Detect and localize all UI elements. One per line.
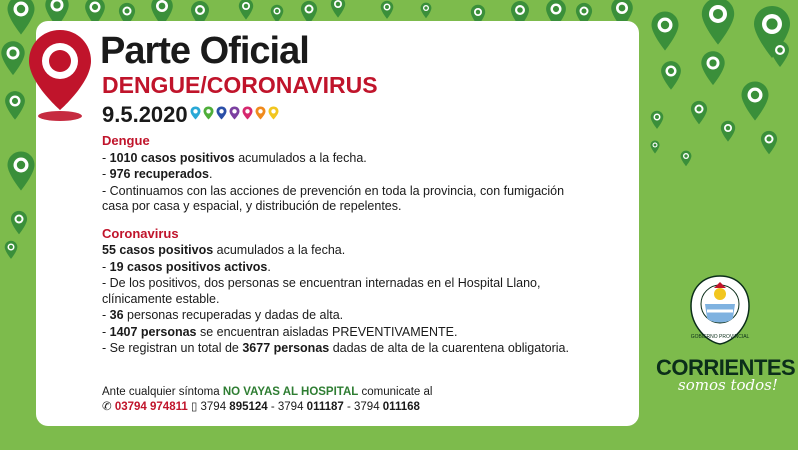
covid-line-active: - 19 casos positivos activos. xyxy=(102,259,271,274)
pin-icon xyxy=(229,106,240,120)
pin-icon xyxy=(255,106,266,120)
covid-line-hospitalized: - De los positivos, dos personas se encuentran internadas en el Hospital Llano, clínicamente estable. xyxy=(102,276,541,306)
background-pin-icon xyxy=(10,210,28,235)
contact-footer xyxy=(102,385,432,415)
seal-text: GOBIERNO PROVINCIAL xyxy=(690,334,750,340)
dengue-line-cases: - 1010 casos positivos acumulados a la fecha. xyxy=(102,150,367,165)
brand-name: CORRIENTES xyxy=(656,355,796,380)
background-pin-icon xyxy=(650,110,664,130)
background-pin-icon xyxy=(4,90,26,121)
background-pin-icon xyxy=(4,240,18,260)
section-title-coronavirus: Coronavirus xyxy=(102,225,179,241)
background-pin-icon xyxy=(6,150,36,192)
background-pin-icon xyxy=(660,60,682,91)
covid-line-isolated: - 1407 personas se encuentran aisladas PREVENTIVAMENTE. xyxy=(102,324,458,339)
dengue-line-recovered: - 976 recuperados. xyxy=(102,167,213,181)
background-pin-icon xyxy=(770,40,790,68)
background-pin-icon xyxy=(740,80,770,122)
background-pin-icon xyxy=(700,0,736,46)
background-pin-icon xyxy=(0,40,26,76)
background-pin-icon xyxy=(680,150,692,167)
background-pin-icon xyxy=(700,50,726,86)
background-pin-icon xyxy=(690,100,708,125)
mobile-icon: ▯ xyxy=(190,401,198,413)
pin-icon xyxy=(190,106,201,120)
pin-icon xyxy=(268,106,279,120)
location-pin-icon xyxy=(27,28,93,124)
background-pin-icon xyxy=(420,2,432,19)
background-pin-icon xyxy=(720,120,736,142)
covid-line-cases: 55 casos positivos acumulados a la fecha. xyxy=(102,243,346,257)
pin-icon xyxy=(203,106,214,120)
footer-phones: ✆ 03794 974811 ▯ 3794 895124 - 3794 011187 - 3794 011168 xyxy=(102,401,420,413)
pin-icon xyxy=(216,106,227,120)
report-date: 9.5.2020 xyxy=(102,102,188,127)
page-title: Parte Oficial xyxy=(100,30,309,72)
phone-icon: ✆ xyxy=(102,401,112,413)
footer-notice: Ante cualquier síntoma NO VAYAS AL HOSPITAL comunicate al xyxy=(102,386,433,398)
covid-line-discharged: - Se registran un total de 3677 personas dadas de alta de la cuarentena obligatoria. xyxy=(102,341,569,355)
pin-icon xyxy=(242,106,253,120)
background-pin-icon xyxy=(380,0,394,20)
background-pin-icon xyxy=(330,0,346,18)
phone-number[interactable]: 03794 974811 xyxy=(114,401,188,413)
section-title-dengue: Dengue xyxy=(102,133,150,148)
background-pin-icon xyxy=(760,130,778,155)
background-pin-icon xyxy=(238,0,254,20)
covid-line-recovered: - 36 personas recuperadas y dadas de alta. xyxy=(102,308,344,322)
color-pins-decoration xyxy=(190,106,279,120)
provincial-seal xyxy=(689,274,751,346)
dengue-line-prevention: - Continuamos con las acciones de prevención en toda la provincia, con fumigación casa por casa y espacial, y distribución de repelentes. xyxy=(102,183,565,213)
background-pin-icon xyxy=(650,140,660,154)
report-body xyxy=(102,133,572,358)
background-pin-icon xyxy=(650,10,680,52)
page-subtitle: DENGUE/CORONAVIRUS xyxy=(102,72,378,98)
brand-tagline: somos todos! xyxy=(678,376,778,394)
